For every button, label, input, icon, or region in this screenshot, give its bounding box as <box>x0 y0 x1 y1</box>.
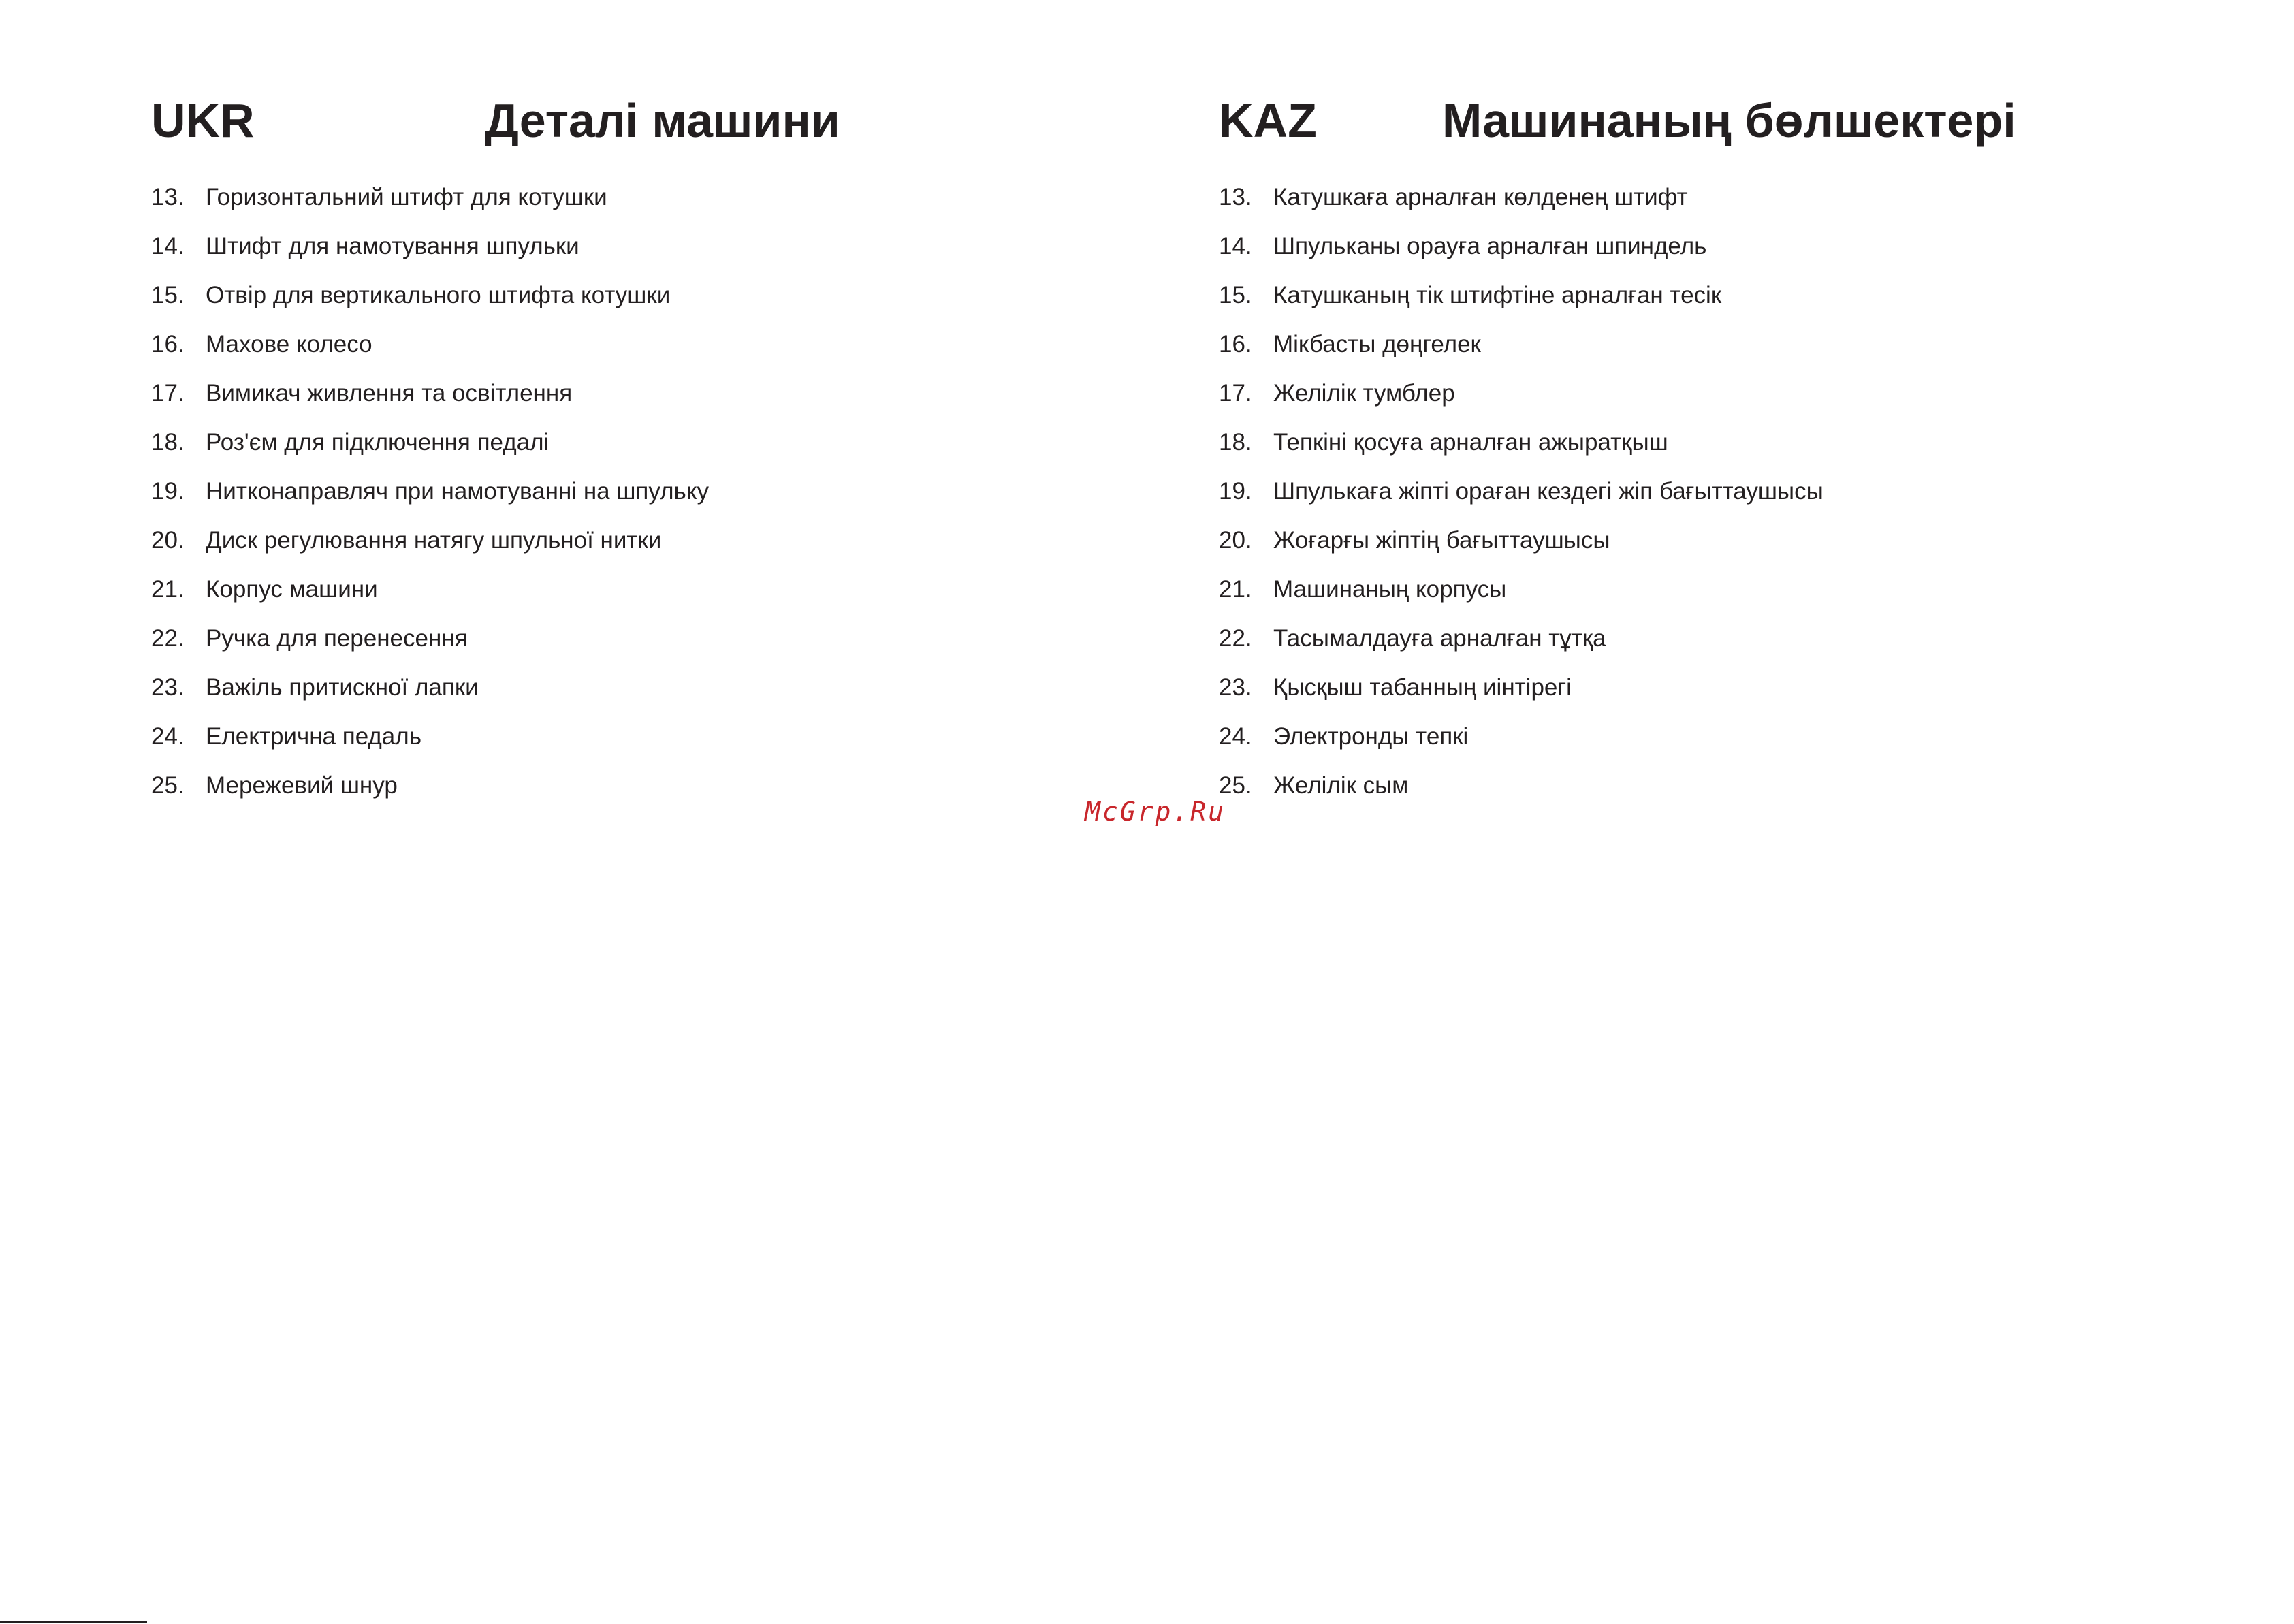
item-number: 17. <box>1219 380 1252 407</box>
item-number: 19. <box>1219 478 1252 505</box>
item-number: 18. <box>151 429 185 456</box>
item-number: 21. <box>151 576 185 603</box>
item-text: Шпулькаға жіпті ораған кездегі жіп бағыттаушысы <box>1273 478 1823 505</box>
item-number: 24. <box>151 723 185 750</box>
kaz-lang-code: KAZ <box>1219 94 1317 147</box>
item-number: 16. <box>151 331 185 357</box>
item-text: Електрична педаль <box>206 723 421 750</box>
item-number: 15. <box>151 282 185 308</box>
item-text: Махове колесо <box>206 331 372 357</box>
item-number: 22. <box>1219 625 1252 652</box>
item-text: Жоғарғы жіптің бағыттаушысы <box>1273 527 1610 554</box>
item-number: 23. <box>1219 674 1252 701</box>
item-number: 14. <box>151 233 185 259</box>
item-text: Ручка для перенесення <box>206 625 468 652</box>
item-text: Горизонтальний штифт для котушки <box>206 184 607 210</box>
item-number: 13. <box>1219 184 1252 210</box>
item-number: 23. <box>151 674 185 701</box>
item-number: 25. <box>1219 772 1252 799</box>
item-number: 15. <box>1219 282 1252 308</box>
item-text: Тепкіні қосуға арналған ажыратқыш <box>1273 429 1668 456</box>
item-text: Электронды тепкі <box>1273 723 1469 750</box>
item-text: Диск регулювання натягу шпульної нитки <box>206 527 662 554</box>
footer-divider <box>0 1621 147 1623</box>
item-number: 17. <box>151 380 185 407</box>
item-text: Желілік сым <box>1273 772 1409 799</box>
item-text: Важіль притискної лапки <box>206 674 479 701</box>
item-text: Желілік тумблер <box>1273 380 1455 407</box>
item-text: Тасымалдауға арналған тұтқа <box>1273 625 1606 652</box>
kaz-section-title: Машинаның бөлшектері <box>1442 94 2016 147</box>
item-number: 20. <box>151 527 185 554</box>
item-number: 20. <box>1219 527 1252 554</box>
item-text: Отвір для вертикального штифта котушки <box>206 282 671 308</box>
item-text: Роз'єм для підключення педалі <box>206 429 549 456</box>
item-number: 22. <box>151 625 185 652</box>
item-number: 19. <box>151 478 185 505</box>
item-text: Нитконаправляч при намотуванні на шпульку <box>206 478 709 505</box>
item-number: 14. <box>1219 233 1252 259</box>
item-text: Машинаның корпусы <box>1273 576 1507 603</box>
item-number: 13. <box>151 184 185 210</box>
item-text: Мікбасты дөңгелек <box>1273 331 1481 357</box>
ukr-lang-code: UKR <box>151 94 255 147</box>
item-number: 16. <box>1219 331 1252 357</box>
item-number: 25. <box>151 772 185 799</box>
item-text: Катушканың тік штифтіне арналған тесік <box>1273 282 1722 308</box>
item-number: 18. <box>1219 429 1252 456</box>
item-text: Шпульканы орауға арналған шпиндель <box>1273 233 1707 259</box>
item-number: 21. <box>1219 576 1252 603</box>
ukr-section-title: Деталі машини <box>485 94 840 147</box>
item-text: Штифт для намотування шпульки <box>206 233 579 259</box>
item-text: Вимикач живлення та освітлення <box>206 380 573 407</box>
item-text: Катушкаға арналған көлденең штифт <box>1273 184 1688 210</box>
item-text: Мережевий шнур <box>206 772 398 799</box>
item-number: 24. <box>1219 723 1252 750</box>
item-text: Корпус машини <box>206 576 378 603</box>
watermark-link[interactable]: McGrp.Ru <box>1085 797 1226 827</box>
item-text: Қысқыш табанның иінтірегі <box>1273 674 1572 701</box>
